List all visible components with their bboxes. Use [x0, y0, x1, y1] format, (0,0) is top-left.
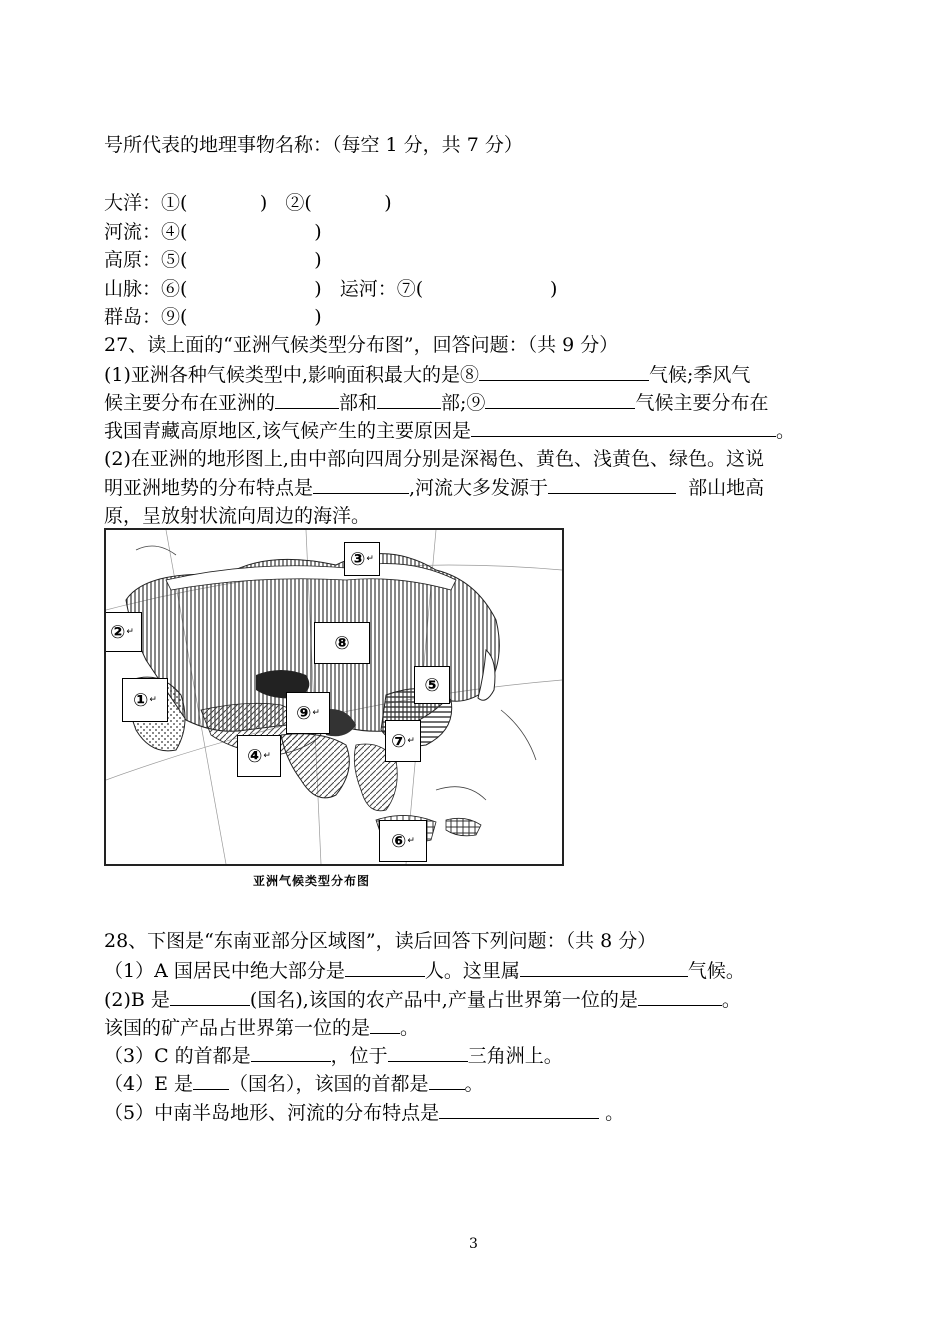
- q27-line-4: (2)在亚洲的地形图上,由中部向四周分别是深褐色、黄色、浅黄色、绿色。这说: [104, 448, 764, 470]
- q26-row-islands: 群岛：⑨( ): [104, 306, 322, 328]
- q28-line-2: (2)B 是 (国名),该国的农产品中,产量占世界第一位的是 。: [104, 989, 741, 1011]
- map-label-6: ⑥ ↵: [379, 820, 427, 862]
- q27-line-5: 明亚洲地势的分布特点是 ,河流大多发源于 部山地高: [104, 477, 765, 499]
- blank: [548, 475, 676, 494]
- blank: [485, 390, 635, 409]
- blank: [251, 1043, 331, 1062]
- blank: [193, 1071, 229, 1090]
- blank: [377, 390, 441, 409]
- q26-row-mountain-canal: 山脉：⑥( ) 运河：⑦( ): [104, 278, 558, 300]
- blank: [370, 1015, 400, 1034]
- map-drawing: [106, 530, 562, 864]
- q26-row-river: 河流：④( ): [104, 221, 322, 243]
- map-label-4: ④ ↵: [237, 735, 281, 777]
- blank: [429, 1071, 465, 1090]
- blank: [275, 390, 339, 409]
- blank: [479, 362, 649, 381]
- q26-row-ocean: 大洋：①( ) ②( ): [104, 192, 392, 214]
- q27-title: 27、读上面的“亚洲气候类型分布图”，回答问题：（共 9 分）: [104, 334, 619, 356]
- blank: [520, 958, 688, 977]
- map-caption: 亚洲气候类型分布图: [253, 874, 371, 888]
- q27-line-6: 原，呈放射状流向周边的海洋。: [104, 505, 371, 527]
- blank: [439, 1100, 599, 1119]
- q27-line-1: (1)亚洲各种气候类型中,影响面积最大的是⑧ 气候;季风气: [104, 364, 751, 386]
- map-label-5: ⑤: [414, 666, 450, 704]
- q27-line-3: 我国青藏高原地区,该气候产生的主要原因是 。: [104, 420, 796, 442]
- map-label-7: ⑦ ↵: [385, 720, 421, 762]
- q26-intro: 号所代表的地理事物名称：（每空 1 分，共 7 分）: [104, 134, 523, 156]
- blank: [388, 1043, 468, 1062]
- q27-line-2: 候主要分布在亚洲的 部和 部;⑨ 气候主要分布在: [104, 392, 769, 414]
- map-label-8: ⑧: [314, 622, 370, 664]
- q28-line-6: （5）中南半岛地形、河流的分布特点是 。: [104, 1102, 625, 1124]
- q28-title: 28、下图是“东南亚部分区域图”，读后回答下列问题：（共 8 分）: [104, 930, 657, 952]
- page-number: 3: [469, 1236, 478, 1252]
- map-label-1: ① ↵: [122, 678, 168, 722]
- map-label-2: ② ↵: [104, 612, 142, 652]
- q28-line-4: （3）C 的首都是 ，位于 三角洲上。: [104, 1045, 563, 1067]
- map-label-3: ③ ↵: [344, 542, 380, 576]
- q26-row-plateau: 高原：⑤( ): [104, 249, 322, 271]
- blank: [638, 987, 722, 1006]
- blank: [471, 418, 776, 437]
- map-label-9: ⑨ ↵: [286, 692, 330, 734]
- blank: [313, 475, 409, 494]
- q28-line-5: （4）E 是 （国名），该国的首都是 。: [104, 1073, 484, 1095]
- q28-line-1: （1）A 国居民中绝大部分是 人。这里属 气候。: [104, 960, 745, 982]
- blank: [170, 987, 250, 1006]
- blank: [345, 958, 425, 977]
- asia-climate-map: [104, 528, 564, 866]
- q28-line-3: 该国的矿产品占世界第一位的是 。: [104, 1017, 420, 1039]
